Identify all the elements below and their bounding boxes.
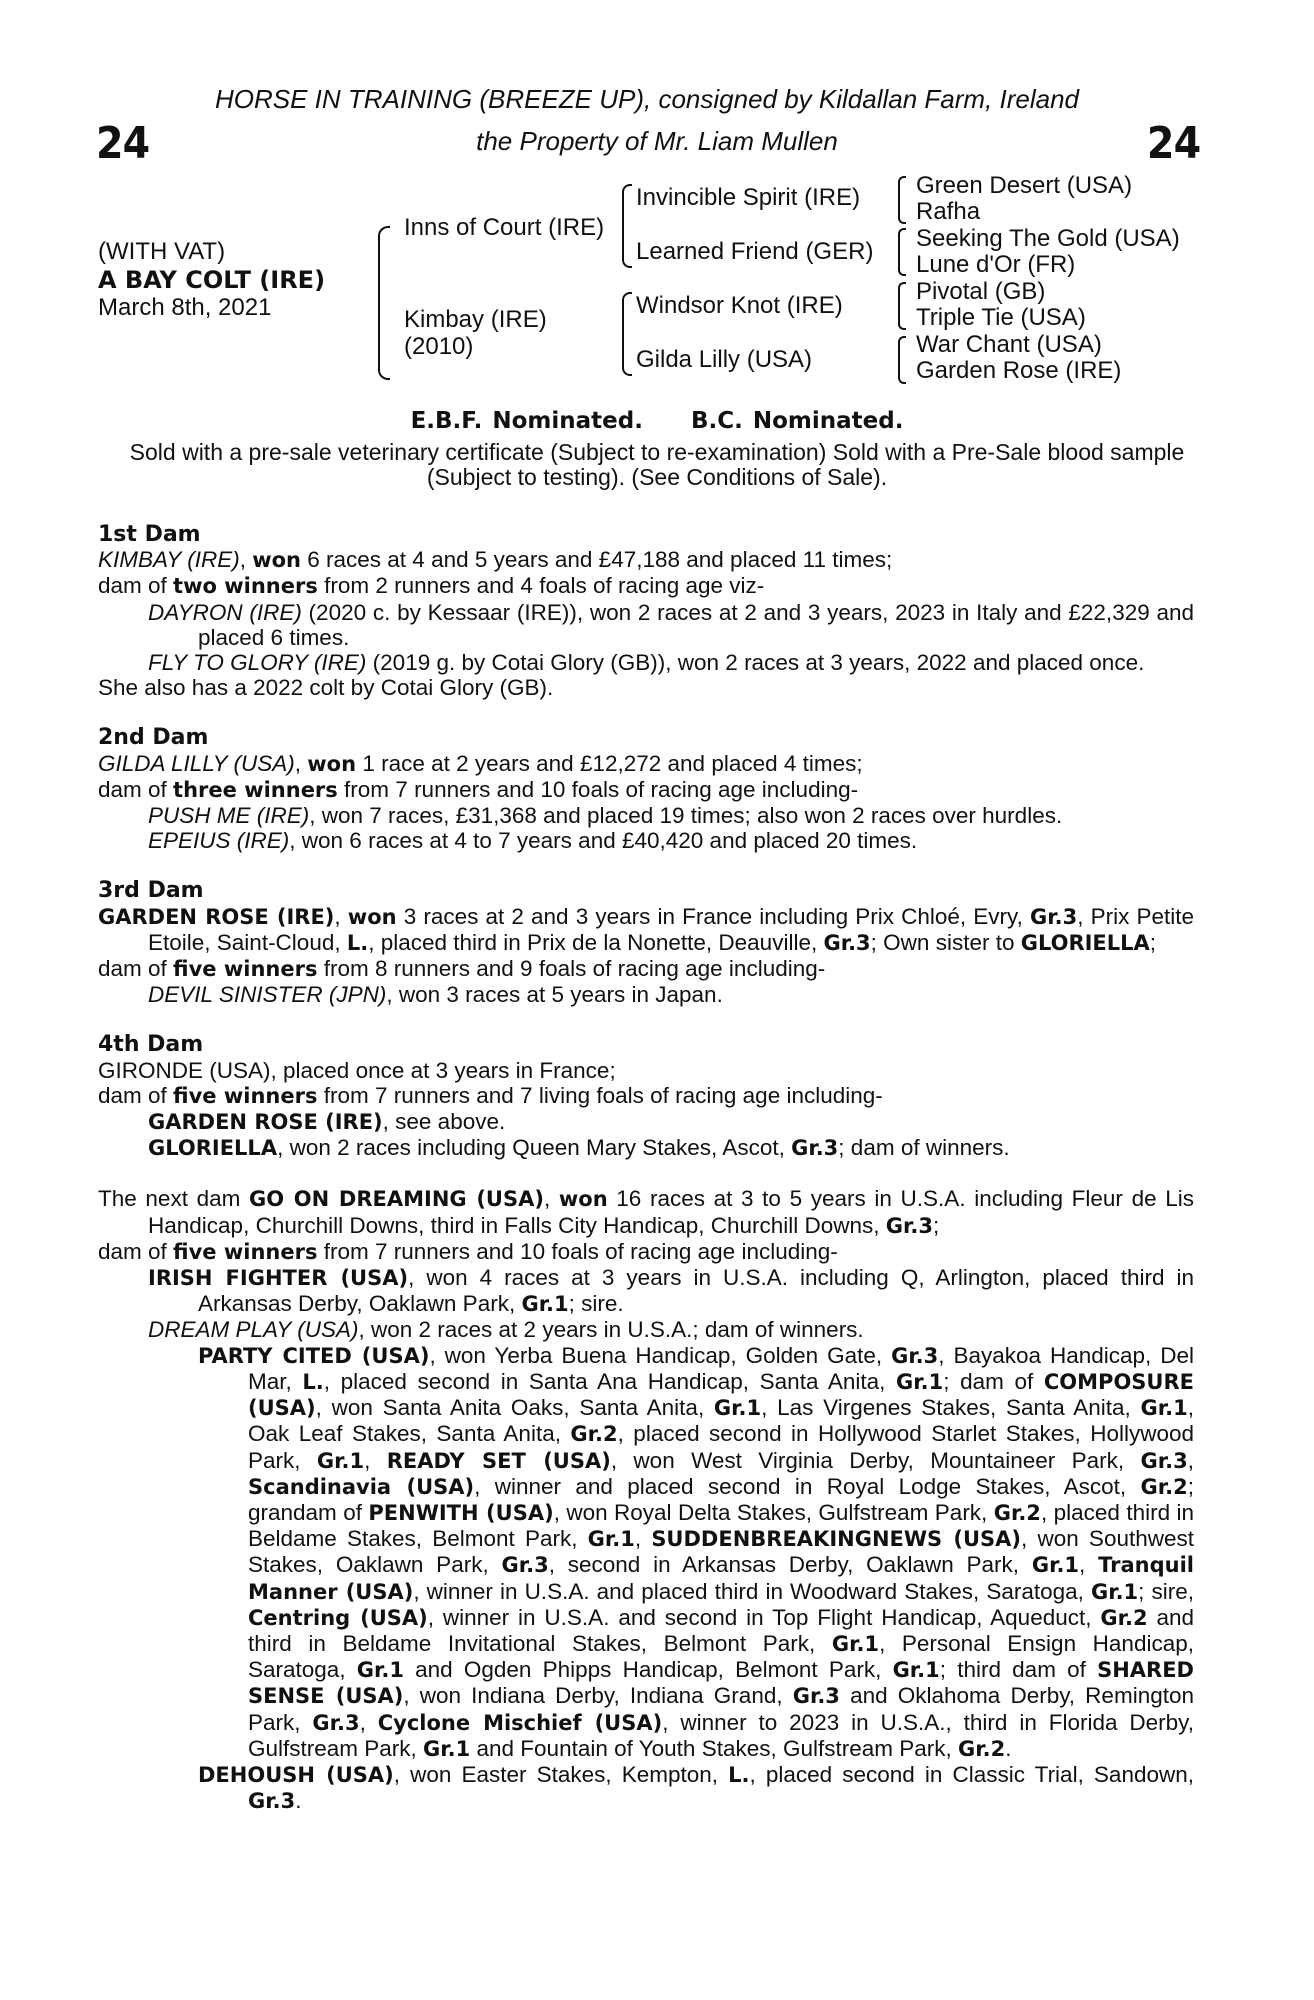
bold-text: Gr.1: [713, 1396, 762, 1421]
text: dam of: [98, 956, 174, 982]
bold-text: Gr.1: [356, 1658, 404, 1683]
bold-text: Cyclone Mischief (USA): [377, 1710, 663, 1735]
text: ,: [1187, 1447, 1194, 1473]
lot-number-left: 24: [96, 118, 150, 169]
bold-text: Gr.2: [993, 1500, 1041, 1525]
bold-text: Gr.1: [587, 1527, 635, 1552]
foaling-date: March 8th, 2021: [98, 294, 272, 321]
italic-text: DREAM PLAY (USA): [148, 1317, 359, 1343]
text: ,: [364, 1447, 387, 1473]
bold-text: Gr.3: [823, 930, 871, 955]
bold-text: PENWITH (USA): [368, 1500, 554, 1525]
text: ,: [543, 1186, 559, 1212]
text: ; sire,: [1138, 1578, 1194, 1604]
text: , won Santa Anita Oaks, Santa Anita,: [315, 1395, 714, 1421]
bold-text: L.: [728, 1762, 750, 1787]
record-paragraph: [98, 1058, 1194, 1083]
italic-text: DEVIL SINISTER (JPN): [148, 982, 387, 1008]
property-line: the Property of Mr. Liam Mullen: [476, 126, 838, 156]
pedigree-g3-8: Garden Rose (IRE): [916, 357, 1122, 384]
bold-text: Gr.2: [958, 1736, 1006, 1761]
text: dam of: [98, 573, 174, 599]
pedigree-g3-3: Seeking The Gold (USA): [916, 225, 1180, 252]
italic-text: EPEIUS (IRE): [148, 828, 290, 854]
section-title: 2nd Dam: [98, 725, 209, 751]
nominations: [0, 408, 1314, 434]
bold-text: Gr.3: [792, 1684, 840, 1709]
record-paragraph: [98, 1083, 1194, 1109]
text: dam of: [98, 1082, 174, 1108]
record-paragraph: [98, 1135, 1194, 1161]
bold-text: SUDDENBREAKINGNEWS (USA): [651, 1527, 1022, 1552]
text: , Bayakoa Handicap, Del Mar,: [248, 1342, 1194, 1394]
bold-text: Gr.2: [1100, 1605, 1148, 1630]
text: , Prix Petite Etoile, Saint-Cloud,: [148, 903, 1194, 955]
record-paragraph: [98, 1762, 1194, 1814]
text: ; dam of winners.: [838, 1135, 1010, 1161]
bold-text: READY SET (USA): [386, 1448, 611, 1473]
record-paragraph: [98, 600, 1194, 650]
text: , placed second in Classic Trial, Sandown,: [749, 1761, 1194, 1787]
bold-text: L.: [302, 1369, 324, 1394]
bold-text: Gr.3: [1030, 904, 1078, 929]
record-paragraph: [98, 777, 1194, 803]
pedigree-dam-sire: Windsor Knot (IRE): [636, 292, 843, 319]
record-paragraph: [98, 1343, 1194, 1762]
record-paragraph: [98, 650, 1194, 675]
ebf-nominated: E.B.F. Nominated.: [410, 408, 643, 434]
italic-text: FLY TO GLORY (IRE): [148, 650, 367, 676]
bold-text: won: [307, 751, 357, 776]
bold-text: Gr.2: [1140, 1474, 1188, 1499]
text: (2020 c. by Kessaar (IRE)), won 2 races at 2 and 3 years, 2023 in Italy and £22,329 and placed 6 times.: [198, 599, 1195, 650]
bold-text: five winners: [173, 1083, 318, 1108]
record-paragraph: [98, 1265, 1194, 1317]
text: and Fountain of Youth Stakes, Gulfstream Park,: [470, 1735, 959, 1761]
record-paragraph: [98, 803, 1194, 828]
text: from 2 runners and 4 foals of racing age viz-: [317, 573, 765, 599]
text: (2019 g. by Cotai Glory (GB)), won 2 races at 3 years, 2022 and placed once.: [366, 650, 1145, 676]
pedigree-sire-dam: Learned Friend (GER): [636, 238, 874, 265]
bold-text: GLORIELLA: [148, 1136, 278, 1161]
section-2nd-dam: [98, 725, 1194, 853]
text: , won Easter Stakes, Kempton,: [393, 1761, 729, 1787]
text: ; Own sister to: [870, 929, 1021, 955]
bold-text: Gr.1: [316, 1448, 365, 1473]
pedigree-sire-sire: Invincible Spirit (IRE): [636, 184, 861, 211]
bold-text: Gr.1: [1090, 1579, 1139, 1604]
lot-info: [98, 238, 325, 322]
bold-text: Gr.1: [896, 1369, 944, 1394]
sale-conditions-note: Sold with a pre-sale veterinary certificate (Subject to re-examination) Sold with a Pre-Sale blood sample (Subject to testing). (See Conditions of Sale).: [129, 439, 1185, 490]
record-paragraph: [98, 573, 1194, 599]
record-paragraph: [98, 956, 1194, 982]
text: 16 races at 3 to 5 years in U.S.A. including Fleur de Lis Handicap, Churchill Downs, third in Falls City Handicap, Churchill Downs,: [148, 1186, 1194, 1238]
record-paragraph: [98, 982, 1194, 1007]
lot-number-right: 24: [1146, 118, 1200, 169]
bold-text: Gr.3: [248, 1789, 296, 1814]
bold-text: Gr.3: [501, 1553, 549, 1578]
bold-text: three winners: [173, 777, 338, 802]
pedigree-dam: Kimbay (IRE): [404, 306, 547, 333]
text: , won West Virginia Derby, Mountaineer Park,: [610, 1447, 1141, 1473]
pedigree-g3-5: Pivotal (GB): [916, 278, 1046, 305]
record-paragraph: [98, 904, 1194, 956]
bold-text: Gr.3: [312, 1710, 360, 1735]
bold-text: GLORIELLA: [1020, 930, 1150, 955]
text: , won 7 races, £31,368 and placed 19 times; also won 2 races over hurdles.: [309, 803, 1063, 829]
text: GIRONDE (USA), placed once at 3 years in France;: [98, 1057, 616, 1083]
bold-text: GARDEN ROSE (IRE): [148, 1110, 383, 1135]
text: , placed third in Beldame Stakes, Belmont Park,: [248, 1499, 1195, 1552]
text: , Oak Leaf Stakes, Santa Anita,: [248, 1395, 1194, 1447]
bold-text: COMPOSURE (USA): [248, 1369, 1194, 1421]
section-title: 3rd Dam: [98, 878, 204, 904]
brace-g3-3: [898, 282, 906, 330]
italic-text: PUSH ME (IRE): [148, 803, 310, 829]
text: ,: [239, 547, 253, 573]
pedigree-sire: Inns of Court (IRE): [404, 214, 605, 241]
record-paragraph: [98, 828, 1194, 853]
bold-text: won: [347, 904, 397, 929]
pedigree-g3-1: Green Desert (USA): [916, 172, 1133, 199]
brace-sire: [622, 184, 632, 268]
record-paragraph: [98, 751, 1194, 777]
bold-text: IRISH FIGHTER (USA): [148, 1266, 409, 1291]
bold-text: Scandinavia (USA): [248, 1474, 475, 1499]
text: , see above.: [382, 1109, 506, 1135]
text: , winner to 2023 in U.S.A., third in Florida Derby, Gulfstream Park,: [248, 1709, 1194, 1761]
bold-text: Tranquil Manner (USA): [248, 1553, 1194, 1604]
text: She also has a 2022 colt by Cotai Glory (GB).: [98, 675, 554, 701]
text: 1 race at 2 years and £12,272 and placed 4 times;: [356, 750, 863, 776]
brace-main: [378, 226, 390, 380]
section-3rd-dam: [98, 878, 1194, 1007]
text: , second in Arkansas Derby, Oaklawn Park,: [548, 1552, 1032, 1578]
bold-text: Gr.1: [521, 1292, 569, 1317]
bold-text: Gr.3: [1140, 1448, 1188, 1473]
text: , won 4 races at 3 years in U.S.A. including Q, Arlington, placed third in Arkansas Derby, Oaklawn Park,: [198, 1265, 1194, 1317]
text: ;: [1149, 929, 1157, 955]
bold-text: Gr.1: [423, 1736, 471, 1761]
text: ,: [359, 1709, 378, 1735]
pedigree-g3-7: War Chant (USA): [916, 331, 1102, 358]
bold-text: DEHOUSH (USA): [198, 1762, 394, 1787]
brace-g3-1: [898, 176, 906, 224]
brace-g3-4: [898, 336, 906, 384]
bold-text: Gr.2: [570, 1422, 618, 1447]
text: , won Indiana Derby, Indiana Grand,: [403, 1683, 793, 1709]
bold-text: Gr.1: [1140, 1396, 1188, 1421]
text: The next dam: [98, 1186, 249, 1212]
text: ; sire.: [568, 1291, 624, 1317]
bold-text: five winners: [173, 1239, 318, 1264]
text: , won Yerba Buena Handicap, Golden Gate,: [429, 1342, 892, 1368]
bold-text: five winners: [173, 957, 318, 982]
pedigree-g3-2: Rafha: [916, 198, 981, 225]
bold-text: GARDEN ROSE (IRE): [98, 904, 335, 929]
section-title: 4th Dam: [98, 1032, 204, 1058]
text: from 7 runners and 10 foals of racing age including-: [317, 1238, 838, 1264]
text: , winner and placed second in Royal Lodge Stakes, Ascot,: [474, 1473, 1141, 1499]
text: .: [295, 1788, 302, 1814]
text: ,: [334, 903, 348, 929]
text: , Personal Ensign Handicap, Saratoga,: [248, 1630, 1194, 1683]
pedigree-dam-dam: Gilda Lilly (USA): [636, 346, 813, 373]
text: ,: [294, 750, 308, 776]
record-paragraph: [98, 547, 1194, 573]
text: ,: [1079, 1552, 1099, 1578]
text: , won 2 races including Queen Mary Stakes, Ascot,: [277, 1135, 792, 1161]
text: and third in Beldame Invitational Stakes, Belmont Park,: [248, 1604, 1194, 1656]
bold-text: Gr.3: [885, 1213, 933, 1238]
brace-dam: [622, 292, 632, 376]
text: 3 races at 2 and 3 years in France including Prix Chloé, Evry,: [396, 903, 1030, 929]
italic-text: GILDA LILLY (USA): [98, 750, 295, 776]
section-4th-dam: [98, 1032, 1194, 1161]
text: 6 races at 4 and 5 years and £47,188 and placed 11 times;: [301, 547, 893, 573]
text: , won Southwest Stakes, Oaklawn Park,: [248, 1526, 1194, 1578]
record-paragraph: [98, 1186, 1194, 1238]
pedigree-dam-year: (2010): [404, 333, 474, 360]
section-title: 1st Dam: [98, 522, 201, 547]
text: dam of: [98, 1238, 174, 1264]
bold-text: Gr.3: [891, 1343, 939, 1368]
italic-text: KIMBAY (IRE): [98, 547, 240, 573]
bold-text: Centring (USA): [248, 1605, 428, 1630]
bold-text: Gr.3: [791, 1136, 839, 1161]
bold-text: won: [252, 548, 301, 573]
section-1st-dam: [98, 522, 1194, 700]
text: from 7 runners and 7 living foals of racing age including-: [317, 1082, 883, 1108]
bold-text: Gr.1: [892, 1658, 940, 1683]
text: ; grandam of: [248, 1473, 1194, 1525]
bold-text: GO ON DREAMING (USA): [249, 1187, 544, 1212]
text: , won 6 races at 4 to 7 years and £40,420 and placed 20 times.: [289, 828, 918, 854]
vat-label: (WITH VAT): [98, 238, 226, 265]
text: from 7 runners and 10 foals of racing age including-: [337, 776, 859, 802]
bold-text: Gr.1: [831, 1631, 880, 1656]
text: , won Royal Delta Stakes, Gulfstream Park,: [553, 1499, 994, 1525]
bold-text: two winners: [173, 574, 318, 599]
horse-name: A BAY COLT (IRE): [98, 266, 326, 294]
produce-record: [98, 522, 1194, 1839]
text: , winner in U.S.A. and placed third in Woodward Stakes, Saratoga,: [413, 1578, 1091, 1604]
bold-text: L.: [346, 930, 369, 955]
text: , placed second in Hollywood Starlet Stakes, Hollywood Park,: [248, 1421, 1194, 1473]
record-paragraph: [98, 675, 1194, 700]
bold-text: SHARED SENSE (USA): [248, 1658, 1194, 1709]
bold-text: Gr.1: [1031, 1553, 1080, 1578]
text: , placed third in Prix de la Nonette, Deauville,: [368, 929, 824, 955]
text: and Ogden Phipps Handicap, Belmont Park,: [403, 1657, 893, 1683]
text: ,: [634, 1526, 652, 1552]
text: ;: [933, 1212, 940, 1238]
record-paragraph: [98, 1239, 1194, 1265]
text: from 8 runners and 9 foals of racing age including-: [317, 956, 826, 982]
text: ; third dam of: [939, 1657, 1098, 1683]
italic-text: DAYRON (IRE): [148, 599, 302, 625]
text: , won 2 races at 2 years in U.S.A.; dam of winners.: [358, 1317, 864, 1343]
text: dam of: [98, 776, 174, 802]
bold-text: won: [558, 1187, 608, 1212]
pedigree-g3-4: Lune d'Or (FR): [916, 251, 1076, 278]
consignor-line: HORSE IN TRAINING (BREEZE UP), consigned by Kildallan Farm, Ireland: [214, 84, 1080, 114]
text: .: [1005, 1735, 1012, 1761]
bc-nominated: B.C. Nominated.: [690, 408, 904, 434]
text: , won 3 races at 5 years in Japan.: [386, 982, 723, 1008]
record-paragraph: [98, 1317, 1194, 1342]
text: , winner in U.S.A. and second in Top Flight Handicap, Aqueduct,: [427, 1604, 1101, 1630]
text: , placed second in Santa Ana Handicap, Santa Anita,: [323, 1368, 897, 1394]
text: and Oklahoma Derby, Remington Park,: [248, 1683, 1194, 1735]
text: ; dam of: [943, 1368, 1044, 1394]
text: , Las Virgenes Stakes, Santa Anita,: [761, 1395, 1141, 1421]
bold-text: PARTY CITED (USA): [198, 1343, 430, 1368]
pedigree-g3-6: Triple Tie (USA): [916, 304, 1086, 331]
record-paragraph: [98, 1109, 1194, 1135]
section-next-dam: [98, 1186, 1194, 1814]
brace-g3-2: [898, 228, 906, 276]
